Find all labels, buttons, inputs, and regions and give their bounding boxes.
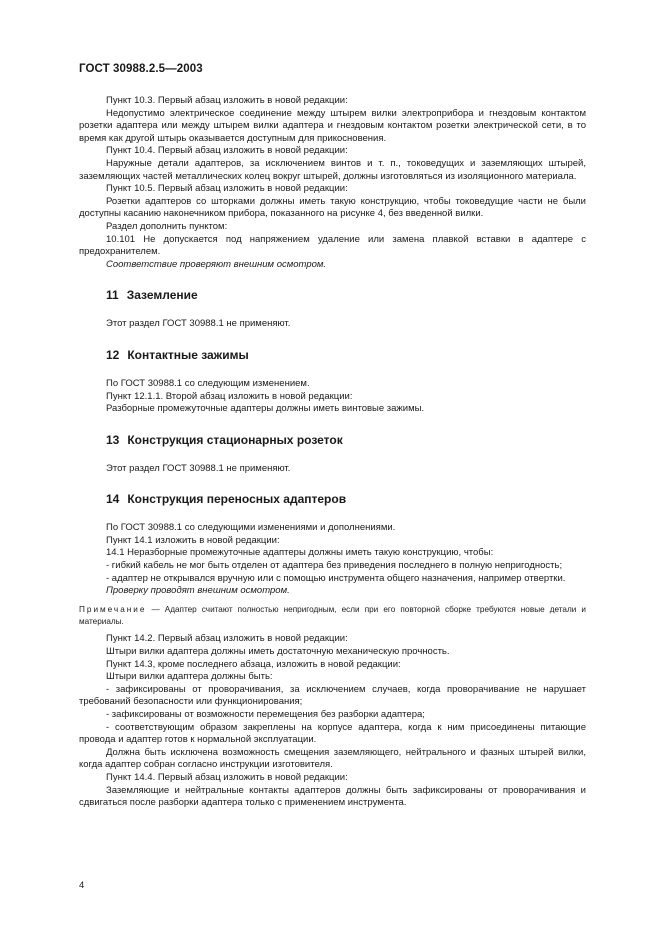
- paragraph: - зафиксированы от проворачивания, за исключением случаев, когда проворачивание не нарушает требований безопасности или функционирования;: [79, 683, 586, 708]
- document-body: [79, 95, 586, 810]
- paragraph: Пункт 10.5. Первый абзац изложить в новой редакции:: [106, 183, 348, 195]
- section-heading: [79, 288, 586, 302]
- section-number: 14: [106, 492, 120, 507]
- paragraph: Этот раздел ГОСТ 30988.1 не применяют.: [106, 318, 291, 330]
- note: [79, 604, 586, 628]
- paragraph: - зафиксированы от возможности перемещения без разборки адаптера;: [106, 709, 425, 720]
- paragraph: - адаптер не открывался вручную или с помощью инструмента общего назначения, например отвертки.: [106, 572, 566, 584]
- paragraph: - гибкий кабель не мог быть отделен от адаптера без приведения последнего в полную непригодность;: [106, 560, 563, 572]
- paragraph: 10.101 Не допускается под напряжением удаление или замена плавкой вставки в адаптере с предохранителем.: [79, 233, 586, 258]
- paragraph: Штыри вилки адаптера должны быть:: [106, 671, 273, 683]
- paragraph: Должна быть исключена возможность смещения заземляющего, нейтрального и фазных штырей вилки, когда адаптер собран согласно инструкции изготовителя.: [79, 746, 586, 771]
- note-text: — Адаптер считают полностью непригодным, если при его повторной сборке требуются новые детали и материалы.: [79, 604, 586, 626]
- paragraph: Пункт 14.2. Первый абзац изложить в новой редакции:: [106, 633, 348, 645]
- paragraph: Розетки адаптеров со шторками должны иметь такую конструкцию, чтобы токоведущие части не были доступны касанию наконечником прибора, показанного на рисунке 4, без введенной вилки.: [79, 195, 586, 220]
- section-number: 12: [106, 347, 120, 362]
- section-heading: [79, 433, 586, 447]
- page-header: ГОСТ 30988.2.5—2003: [79, 63, 203, 75]
- paragraph: По ГОСТ 30988.1 со следующим изменением.: [106, 377, 310, 389]
- paragraph: Раздел дополнить пунктом:: [106, 220, 228, 232]
- section-heading: [79, 492, 586, 506]
- page-number: 4: [79, 880, 85, 891]
- section-number: 13: [106, 432, 120, 447]
- section-title: Заземление: [126, 288, 198, 303]
- section-heading: [79, 348, 586, 362]
- paragraph: Недопустимо электрическое соединение между штырем вилки электроприбора и гнездовым контактом розетки адаптера или между штырем вилки адаптера и гнездовым контактом розетки электрической сети, в то время как другой штырь оказывается доступным для прикосновения.: [79, 107, 586, 144]
- paragraph: Этот раздел ГОСТ 30988.1 не применяют.: [106, 462, 291, 474]
- paragraph: Пункт 14.4. Первый абзац изложить в новой редакции:: [106, 771, 348, 783]
- paragraph: Пункт 12.1.1. Второй абзац изложить в новой редакции:: [106, 390, 353, 402]
- paragraph: Штыри вилки адаптера должны иметь достаточную механическую прочность.: [106, 646, 450, 658]
- section-title: Конструкция переносных адаптеров: [127, 492, 347, 507]
- paragraph: Разборные промежуточные адаптеры должны иметь винтовые зажимы.: [106, 403, 425, 415]
- paragraph: Пункт 14.3, кроме последнего абзаца, изложить в новой редакции:: [106, 658, 401, 670]
- paragraph: Наружные детали адаптеров, за исключением винтов и т. п., токоведущих и заземляющих штырей, заземляющих частей металлических колец вокруг штырей, должны изготовляться из изоляционного материала.: [79, 157, 586, 182]
- paragraph: Пункт 14.1 изложить в новой редакции:: [106, 534, 280, 546]
- section-number: 11: [106, 288, 119, 303]
- check-statement: Проверку проводят внешним осмотром.: [106, 585, 290, 597]
- paragraph: - соответствующим образом закреплены на корпусе адаптера, когда к ним присоединены питающие провода и адаптер готов к нормальной эксплуатации.: [79, 721, 586, 746]
- paragraph: 14.1 Неразборные промежуточные адаптеры должны иметь такую конструкцию, чтобы:: [106, 547, 494, 559]
- check-statement: Соответствие проверяют внешним осмотром.: [106, 258, 327, 270]
- paragraph: Пункт 10.3. Первый абзац изложить в новой редакции:: [106, 95, 348, 106]
- paragraph: Заземляющие и нейтральные контакты адаптеров должны быть зафиксированы от проворачивания и сдвигаться после разборки адаптера только с применением инструмента.: [79, 784, 586, 809]
- paragraph: Пункт 10.4. Первый абзац изложить в новой редакции:: [106, 145, 348, 157]
- note-label: Примечание: [79, 604, 147, 614]
- section-title: Контактные зажимы: [127, 347, 249, 362]
- paragraph: По ГОСТ 30988.1 со следующими изменениями и дополнениями.: [106, 522, 396, 534]
- section-title: Конструкция стационарных розеток: [127, 432, 343, 447]
